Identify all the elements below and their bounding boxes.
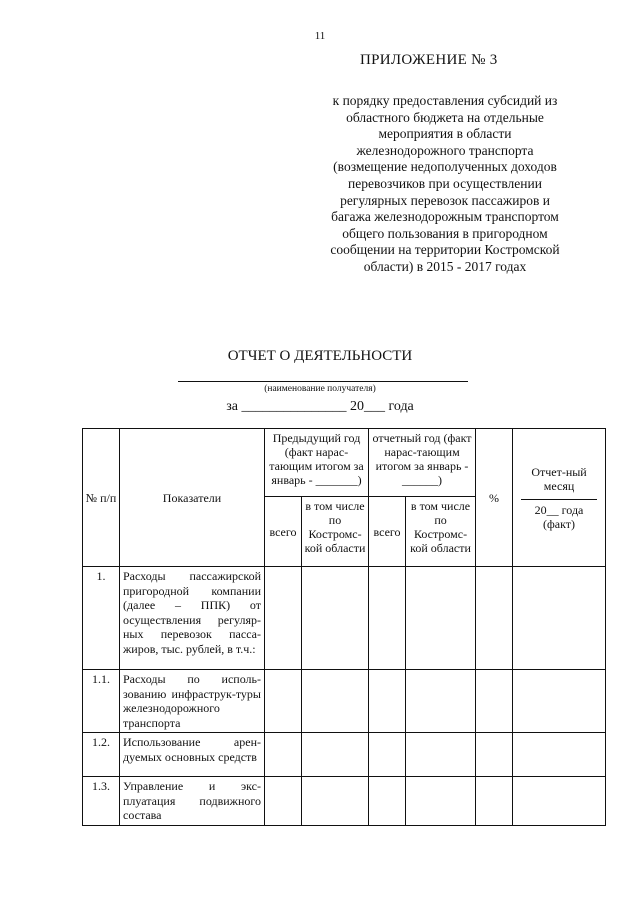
table-row	[83, 777, 606, 826]
data-cell[interactable]	[369, 777, 406, 826]
appendix-subtitle-line: багажа железнодорожным транспортом	[331, 209, 559, 225]
data-cell[interactable]	[406, 567, 476, 670]
recipient-line	[178, 381, 468, 382]
header-report-month-label: Отчет-ный месяц	[531, 464, 587, 493]
appendix-subtitle-line: железнодорожного транспорта	[356, 142, 534, 158]
row-label: Управление и экс-плуатация подвижного состава	[120, 777, 265, 826]
header-rep-total: всего	[369, 497, 406, 567]
row-label: Расходы пассажирской пригородной компании (далее – ППК) от осуществления регуляр-ных перевозок пасса-жиров, тыс. рублей, в т.ч.:	[120, 567, 265, 670]
appendix-subtitle-line: к порядку предоставления субсидий из	[332, 93, 558, 108]
data-cell[interactable]	[476, 670, 513, 733]
header-prev-total: всего	[265, 497, 302, 567]
data-cell[interactable]	[406, 777, 476, 826]
row-num: 1.	[83, 567, 120, 670]
table-row	[83, 670, 606, 733]
data-cell[interactable]	[369, 733, 406, 777]
appendix-subtitle-line: сообщении на территории Костромской	[330, 242, 560, 258]
table-row	[83, 567, 606, 670]
header-prev-kostroma: в том числе по Костромс-кой области	[302, 497, 369, 567]
report-title: ОТЧЕТ О ДЕЯТЕЛЬНОСТИ	[227, 348, 413, 364]
data-cell[interactable]	[513, 670, 606, 733]
data-cell[interactable]	[476, 567, 513, 670]
row-num: 1.2.	[83, 733, 120, 777]
row-label: Расходы по исполь-зованию инфраструк-туры железнодорожного транспорта	[120, 670, 265, 733]
appendix-subtitle-line: регулярных перевозок пассажиров и	[340, 192, 550, 208]
header-report-month	[513, 429, 606, 567]
appendix-subtitle-line: общего пользования в пригородном	[342, 225, 548, 241]
row-label: Использование арен-дуемых основных средств	[120, 733, 265, 777]
data-cell[interactable]	[369, 567, 406, 670]
data-cell[interactable]	[265, 567, 302, 670]
header-num: № п/п	[83, 429, 120, 567]
appendix-subtitle-line: области) в 2015 - 2017 годах	[363, 258, 527, 274]
data-cell[interactable]	[476, 777, 513, 826]
data-cell[interactable]	[265, 777, 302, 826]
appendix-subtitle-line: областного бюджета на отдельные	[346, 109, 544, 125]
data-cell[interactable]	[265, 733, 302, 777]
data-cell[interactable]	[302, 777, 369, 826]
page-number: 11	[314, 30, 326, 42]
data-cell[interactable]	[369, 670, 406, 733]
recipient-caption: (наименование получателя)	[264, 384, 376, 394]
table-row	[83, 733, 606, 777]
appendix-subtitle-line: (возмещение недополученных доходов	[333, 159, 557, 175]
data-cell[interactable]	[302, 733, 369, 777]
appendix-subtitle-line: мероприятия в области	[378, 126, 512, 142]
data-cell[interactable]	[302, 670, 369, 733]
header-report-year: отчетный год (факт нарас-тающим итогом за январь - ______)	[369, 429, 476, 497]
row-num: 1.3.	[83, 777, 120, 826]
data-cell[interactable]	[406, 733, 476, 777]
report-table	[82, 428, 606, 826]
header-rep-kostroma: в том числе по Костромс-кой области	[406, 497, 476, 567]
period-line: за _______________ 20___ года	[226, 399, 414, 414]
appendix-subtitle-line: перевозчиков при осуществлении	[348, 175, 542, 191]
data-cell[interactable]	[476, 733, 513, 777]
header-percent: %	[476, 429, 513, 567]
data-cell[interactable]	[513, 567, 606, 670]
data-cell[interactable]	[513, 733, 606, 777]
data-cell[interactable]	[265, 670, 302, 733]
data-cell[interactable]	[302, 567, 369, 670]
data-cell[interactable]	[406, 670, 476, 733]
appendix-subtitle	[280, 93, 610, 276]
row-num: 1.1.	[83, 670, 120, 733]
data-cell[interactable]	[513, 777, 606, 826]
header-report-month-year: 20__ года (факт)	[521, 499, 597, 531]
header-indicators: Показатели	[120, 429, 265, 567]
header-prev-year: Предыдущий год (факт нарас-тающим итогом за январь - _______)	[265, 429, 369, 497]
appendix-title: ПРИЛОЖЕНИЕ № 3	[360, 52, 498, 68]
